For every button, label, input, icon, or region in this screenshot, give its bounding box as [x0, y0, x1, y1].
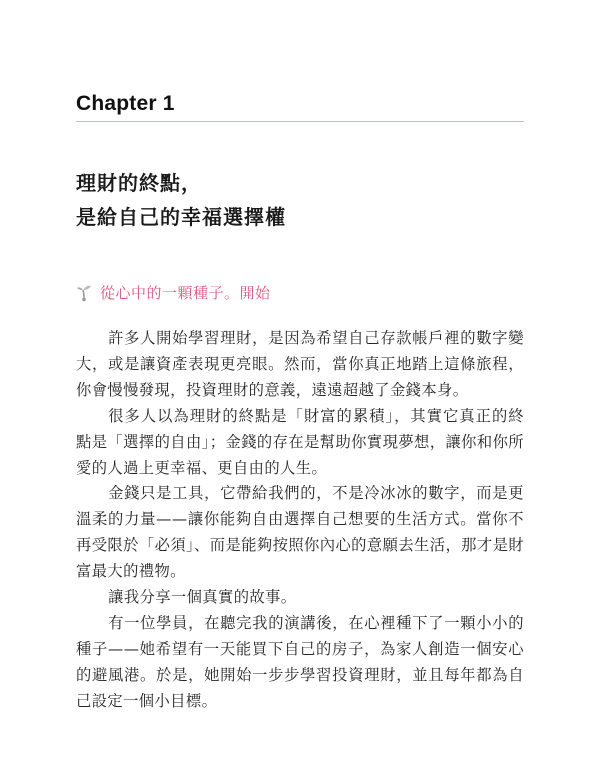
section-heading [76, 282, 271, 303]
chapter-divider [76, 121, 524, 122]
section-heading-text: 從心中的一顆種子。開始 [100, 284, 271, 302]
paragraph: 讓我分享一個真實的故事。 [108, 588, 297, 607]
sprout-icon [76, 284, 92, 302]
paragraph: 很多人以為理財的終點是「財富的累積」，其實它真正的終點是「選擇的自由」；金錢的存在是幫助你實現夢想，讓你和你所愛的人過上更幸福、更自由的人生。 [76, 406, 524, 477]
body-text [76, 326, 524, 715]
chapter-label: Chapter 1 [76, 92, 175, 115]
paragraph: 有一位學員，在聽完我的演講後，在心裡種下了一顆小小的種子——她希望有一天能買下自己的房子，為家人創造一個安心的避風港。於是，她開始一步步學習投資理財，並且每年都為自己設定一個小目標。 [76, 613, 524, 710]
paragraph: 金錢只是工具，它帶給我們的，不是冷冰冰的數字，而是更溫柔的力量——讓你能夠自由選擇自己想要的生活方式。當你不再受限於「必須」、而是能夠按照你內心的意願去生活，那才是財富最大的禮物。 [76, 484, 524, 581]
paragraph: 許多人開始學習理財，是因為希望自己存款帳戶裡的數字變大，或是讓資產表現更亮眼。然而，當你真正地踏上這條旅程，你會慢慢發現，投資理財的意義，遠遠超越了金錢本身。 [76, 329, 524, 399]
chapter-title-line-2: 是給自己的幸福選擇權 [76, 205, 286, 229]
chapter-title [76, 166, 286, 234]
chapter-title-line-1: 理財的終點， [76, 171, 202, 195]
